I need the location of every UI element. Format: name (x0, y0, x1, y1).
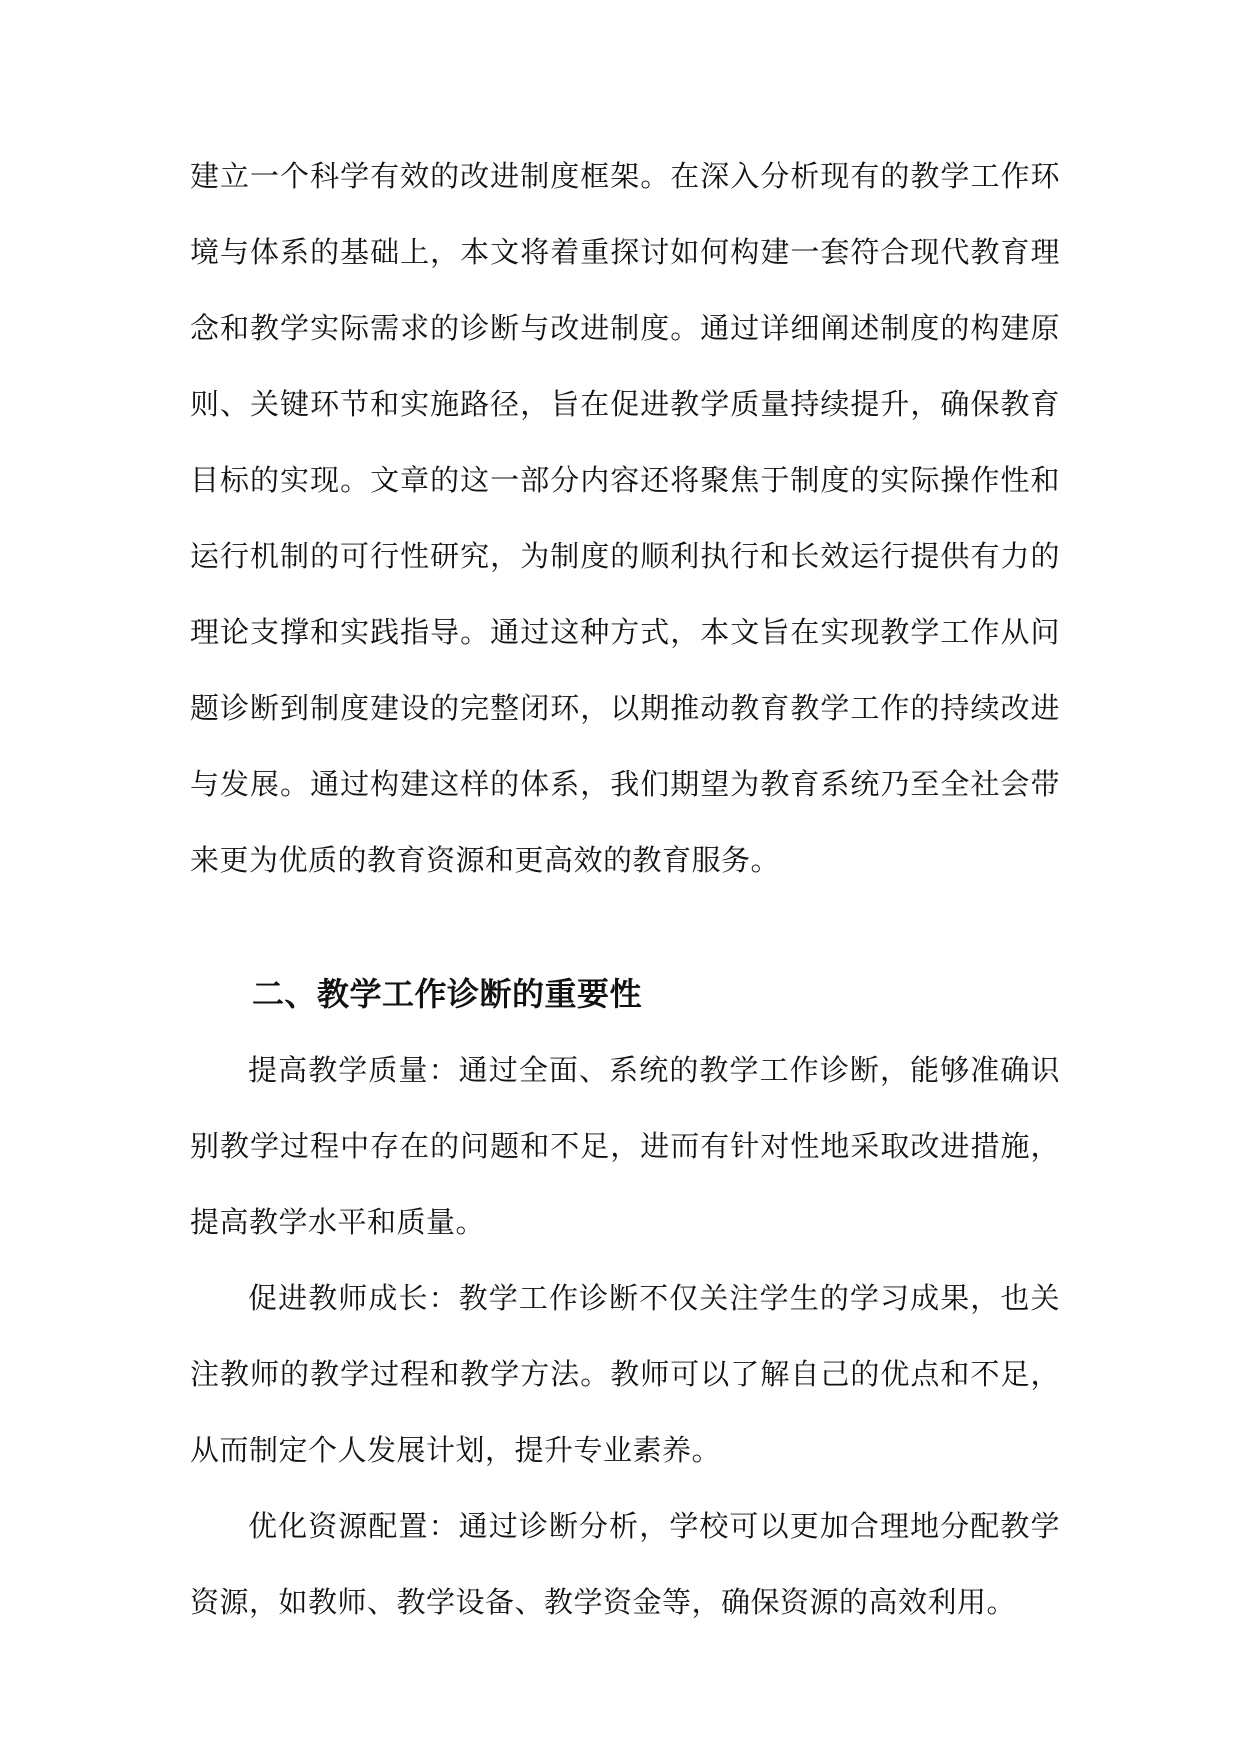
paragraph-resource-allocation: 优化资源配置：通过诊断分析，学校可以更加合理地分配教学资源，如教师、教学设备、教学资金等，确保资源的高效利用。 (190, 1509, 1060, 1619)
paragraph-teaching-quality: 提高教学质量：通过全面、系统的教学工作诊断，能够准确识别教学过程中存在的问题和不足，进而有针对性地采取改进措施，提高教学水平和质量。 (190, 1053, 1060, 1239)
section-heading: 二、教学工作诊断的重要性 (252, 975, 643, 1013)
intro-paragraph: 建立一个科学有效的改进制度框架。在深入分析现有的教学工作环境与体系的基础上，本文将着重探讨如何构建一套符合现代教育理念和教学实际需求的诊断与改进制度。通过详细阐述制度的构建原则、关键环节和实施路径，旨在促进教学质量持续提升，确保教育目标的实现。文章的这一部分内容还将聚焦于制度的实际操作性和运行机制的可行性研究，为制度的顺利执行和长效运行提供有力的理论支撑和实践指导。通过这种方式，本文旨在实现教学工作从问题诊断到制度建设的完整闭环，以期推动教育教学工作的持续改进与发展。通过构建这样的体系，我们期望为教育系统乃至全社会带来更为优质的教育资源和更高效的教育服务。 (190, 159, 1060, 877)
document-body (190, 138, 1060, 1640)
paragraph-teacher-growth: 促进教师成长：教学工作诊断不仅关注学生的学习成果，也关注教师的教学过程和教学方法。教师可以了解自己的优点和不足，从而制定个人发展计划，提升专业素养。 (190, 1281, 1060, 1467)
